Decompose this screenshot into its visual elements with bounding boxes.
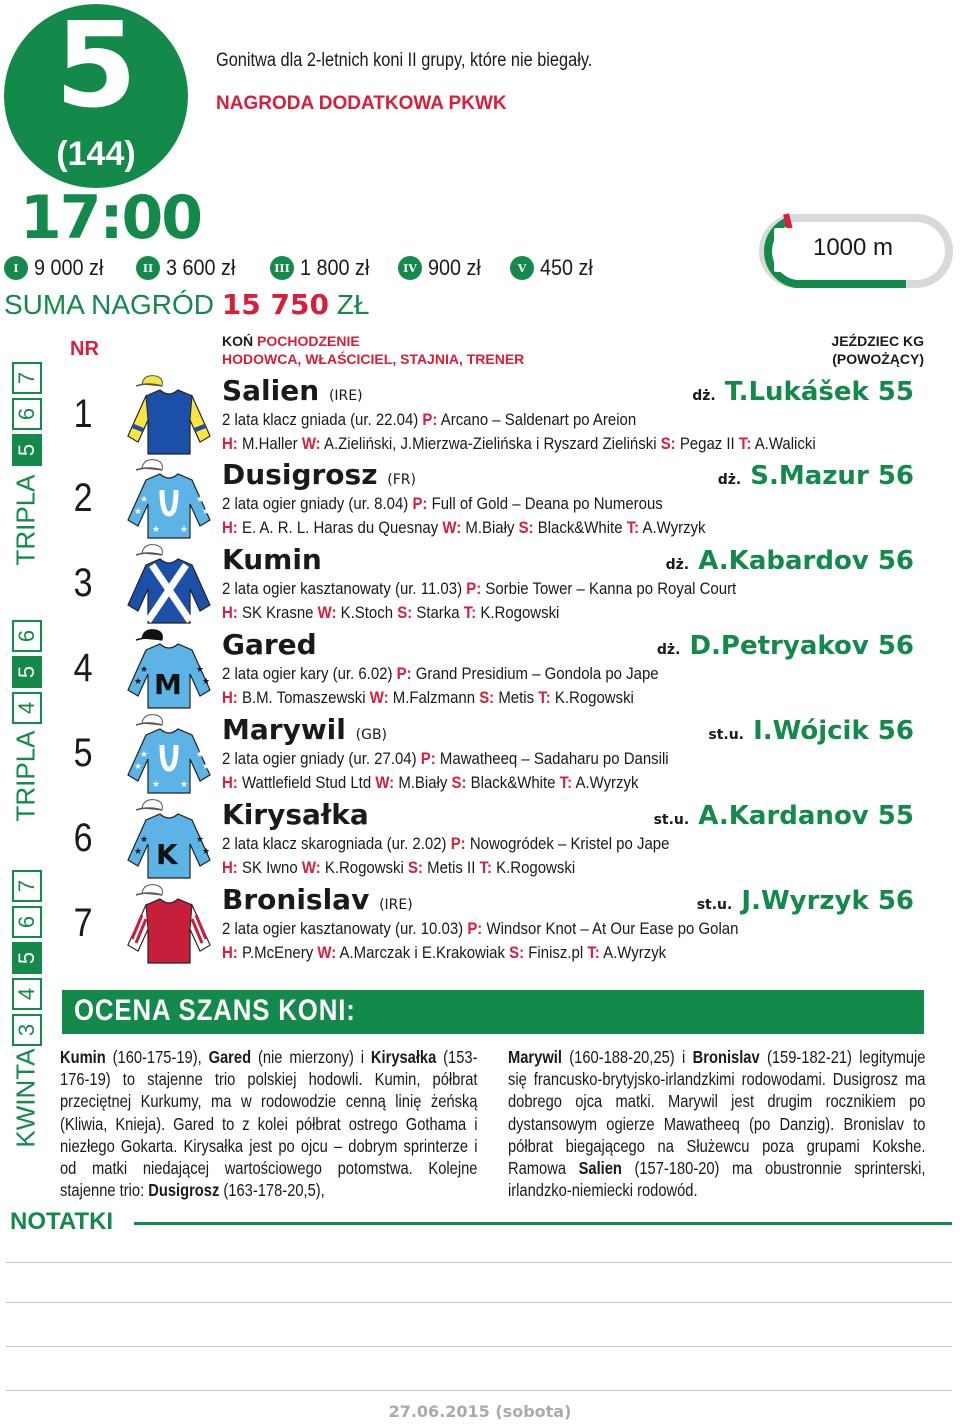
runner-row (56, 798, 930, 882)
runner-number: 2 (73, 476, 93, 520)
note-line (6, 1302, 952, 1303)
horse-country: (GB) (355, 727, 388, 743)
jockey-prefix: dż. (692, 388, 716, 404)
trainer: K.Rogowski (480, 603, 560, 622)
trainer: A.Wyrzyk (642, 518, 706, 537)
header-connections-label: HODOWCA, WŁAŚCICIEL, STAJNIA, TRENER (222, 351, 525, 367)
horse-pedigree (222, 749, 669, 769)
runner-number: 5 (73, 731, 93, 775)
breeder: Wattlefield Stud Ltd (241, 773, 372, 792)
runner-number: 3 (73, 561, 93, 605)
key-breeder: H: (222, 688, 238, 707)
header-kg-label: KG (903, 333, 924, 349)
footer-date: 27.06.2015 (sobota) (388, 1402, 572, 1421)
owner: A.Zieliński, J.Mierzwa-Zielińska i Ryszard Zieliński (324, 434, 657, 453)
pedigree-text: 2 lata ogier kary (ur. 6.02) (222, 664, 393, 683)
assessment-left (60, 1046, 478, 1201)
runner-row (56, 458, 930, 542)
sire-dam: Arcano – Saldenart po Areion (440, 410, 637, 429)
owner: M.Biały (465, 518, 515, 537)
stable: Metis II (427, 858, 476, 877)
tripla-a-label: TRIPLA (10, 474, 41, 566)
horse-name (222, 374, 363, 413)
runner-number: 1 (73, 392, 93, 436)
key-breeder: H: (222, 773, 238, 792)
svg-text:★: ★ (196, 835, 205, 845)
horse-connections (222, 434, 816, 454)
horse-country: (IRE) (379, 897, 413, 913)
jockey (718, 460, 914, 496)
key-trainer: T: (463, 603, 477, 622)
horse-name-text: Kumin (222, 543, 322, 576)
svg-text:★: ★ (140, 750, 149, 760)
svg-text:K: K (156, 838, 178, 871)
svg-text:★: ★ (196, 750, 205, 760)
key-owner: W: (301, 858, 321, 877)
jockey-silks-icon (122, 543, 216, 625)
assessment-horse-salien: Salien (578, 1158, 622, 1179)
runner-row (56, 628, 930, 712)
key-trainer: T: (559, 773, 573, 792)
kwinta-label: KWINTA (10, 1048, 41, 1148)
jockey (708, 715, 914, 751)
breeder: SK Krasne (241, 603, 314, 622)
note-line (6, 1262, 952, 1263)
jockey-silks-icon (122, 374, 216, 456)
horse-name-text: Kirysałka (222, 798, 369, 831)
jockey (657, 630, 914, 666)
owner: K.Rogowski (324, 858, 404, 877)
trainer: K.Rogowski (496, 858, 576, 877)
svg-text:★: ★ (134, 847, 143, 857)
notes-title: NOTATKI (10, 1208, 114, 1235)
race-description: Gonitwa dla 2-letnich koni II grupy, które nie biegały. (216, 50, 593, 71)
horse-name-text: Bronislav (222, 883, 370, 916)
pedigree-text: 2 lata ogier kasztanowaty (ur. 11.03) (222, 579, 463, 598)
header-driver-label: (POWOŻĄCY) (832, 351, 924, 367)
key-breeder: H: (222, 434, 238, 453)
horse-name (222, 543, 322, 582)
svg-text:★: ★ (152, 780, 161, 790)
horse-country: (IRE) (328, 388, 363, 404)
assessment-horse-marywil: Marywil (508, 1047, 562, 1067)
svg-text:★: ★ (202, 677, 211, 687)
svg-text:★: ★ (196, 495, 205, 505)
header-horse-label: KOŃ (222, 333, 254, 349)
svg-text:★: ★ (134, 507, 143, 517)
assessment-text: (nie mierzony) i (251, 1047, 371, 1067)
jockey-prefix: st.u. (696, 897, 733, 913)
assessment-text: (160-188-20,25) i (561, 1047, 693, 1067)
runner-number: 4 (73, 646, 93, 690)
prize-rank-4: IV (398, 256, 422, 280)
stable: Black&White (470, 773, 556, 792)
bet-strip (4, 326, 48, 1166)
svg-text:★: ★ (140, 495, 149, 505)
prize-2 (136, 254, 243, 282)
horse-name-text: Marywil (222, 713, 346, 746)
runner-row (56, 374, 930, 458)
pedigree-text: 2 lata ogier gniady (ur. 27.04) (222, 749, 417, 768)
trainer: A.Wyrzyk (575, 773, 639, 792)
race-distance: 1000 m (812, 234, 894, 261)
runner-number: 6 (73, 816, 93, 860)
stable: Finisz.pl (528, 943, 584, 962)
key-trainer: T: (738, 434, 752, 453)
notes-rule (134, 1222, 952, 1225)
jockey-name: D.Petryakov 56 (689, 631, 914, 661)
stable: Black&White (537, 518, 623, 537)
svg-text:★: ★ (202, 762, 211, 772)
prize-4 (398, 254, 487, 282)
key-sire: P: (466, 579, 482, 598)
jockey (666, 545, 914, 581)
breeder: P.McEnery (241, 943, 314, 962)
tripla-b-box-5: 5 (12, 656, 42, 688)
horse-name (222, 883, 413, 922)
jockey (654, 800, 914, 836)
horse-connections (222, 603, 559, 623)
column-header-horse (222, 332, 524, 368)
pedigree-text: 2 lata ogier kasztanowaty (ur. 10.03) (222, 919, 464, 938)
owner: M.Falzmann (392, 688, 476, 707)
key-sire: P: (422, 410, 438, 429)
key-stable: S: (408, 858, 423, 877)
breeder: B.M. Tomaszewski (241, 688, 366, 707)
jockey-name: A.Kardanov 55 (698, 801, 914, 831)
race-code: (144) (56, 135, 136, 173)
assessment-right (508, 1046, 926, 1201)
key-breeder: H: (222, 518, 238, 537)
sire-dam: Mawatheeq – Sadaharu po Dansili (439, 749, 669, 768)
horse-name (222, 713, 387, 752)
svg-text:★: ★ (152, 525, 161, 535)
breeder: M.Haller (241, 434, 298, 453)
key-owner: W: (369, 688, 389, 707)
key-sire: P: (450, 834, 466, 853)
note-line (6, 1346, 952, 1347)
key-trainer: T: (538, 688, 551, 707)
kwinta-box-5: 5 (12, 942, 42, 974)
pedigree-text: 2 lata ogier gniady (ur. 8.04) (222, 494, 409, 513)
key-owner: W: (442, 518, 462, 537)
horse-name (222, 628, 317, 667)
prize-rank-1: I (4, 256, 28, 280)
key-owner: W: (317, 603, 337, 622)
total-prize-label: SUMA NAGRÓD (4, 289, 215, 320)
race-time: 17:00 (20, 183, 201, 253)
assessment-horse-dusigrosz: Dusigrosz (148, 1180, 220, 1201)
column-header-nr: NR (70, 338, 99, 360)
assessment-horse-gared: Gared (208, 1047, 252, 1067)
svg-text:★: ★ (134, 762, 143, 772)
key-breeder: H: (222, 858, 238, 877)
key-stable: S: (451, 773, 467, 792)
horse-connections (222, 688, 634, 708)
jockey-silks-icon (122, 883, 216, 965)
key-sire: P: (420, 749, 436, 768)
assessment-title: OCENA SZANS KONI: (74, 994, 356, 1027)
horse-pedigree (222, 919, 738, 939)
key-stable: S: (509, 943, 525, 962)
runner-row (56, 543, 930, 627)
sire-dam: Nowogródek – Kristel po Jape (469, 834, 670, 853)
race-number: 5 (54, 0, 138, 134)
sire-dam: Sorbie Tower – Kanna po Royal Court (485, 579, 737, 598)
runner-row (56, 713, 930, 797)
kwinta-box-6: 6 (12, 906, 42, 938)
horse-pedigree (222, 410, 636, 430)
total-prize (4, 288, 369, 321)
assessment-horse-kirysalka: Kirysałka (370, 1047, 437, 1067)
jockey-name: A.Kabardov 56 (698, 546, 914, 576)
svg-text:★: ★ (202, 507, 211, 517)
total-prize-amount: 15 750 (221, 288, 329, 321)
jockey-prefix: st.u. (708, 727, 744, 743)
key-sire: P: (396, 664, 412, 683)
runner-row (56, 883, 930, 967)
prize-amount-2: 3 600 zł (166, 255, 236, 280)
tripla-a-box-7: 7 (12, 362, 42, 394)
jockey-name: I.Wójcik 56 (753, 716, 914, 746)
jockey-prefix: dż. (656, 642, 681, 658)
svg-text:★: ★ (140, 665, 149, 675)
stable: Metis (498, 688, 535, 707)
prize-1 (4, 254, 111, 282)
key-trainer: T: (479, 858, 492, 877)
horse-name-text: Dusigrosz (222, 458, 378, 491)
key-breeder: H: (222, 603, 238, 622)
stable: Pegaz II (679, 434, 735, 453)
assessment-horse-bronislav: Bronislav (692, 1047, 760, 1067)
horse-connections (222, 858, 575, 878)
tripla-b-box-4: 4 (12, 692, 42, 724)
svg-text:★: ★ (196, 665, 205, 675)
pedigree-text: 2 lata klacz gniada (ur. 22.04) (222, 410, 419, 429)
jockey-silks-icon (122, 628, 216, 710)
svg-text:★: ★ (134, 677, 143, 687)
jockey-silks-icon (122, 458, 216, 540)
tripla-a-box-5: 5 (12, 434, 42, 466)
owner: K.Stoch (340, 603, 394, 622)
owner: A.Marczak i E.Krakowiak (339, 943, 505, 962)
key-stable: S: (397, 603, 413, 622)
svg-text:★: ★ (180, 780, 189, 790)
trainer: A.Wyrzyk (603, 943, 667, 962)
horse-pedigree (222, 664, 659, 684)
svg-text:M: M (154, 668, 182, 701)
prize-amount-5: 450 zł (540, 255, 593, 280)
prize-3 (270, 254, 377, 282)
horse-name-text: Salien (222, 374, 320, 407)
horse-connections (222, 773, 638, 793)
prize-amount-4: 900 zł (428, 255, 481, 280)
horse-name-text: Gared (222, 628, 317, 661)
jockey-name: S.Mazur 56 (750, 461, 914, 491)
sire-dam: Grand Presidium – Gondola po Jape (415, 664, 659, 683)
assessment-text: (163-178-20,5), (219, 1180, 325, 1201)
assessment-text: (159-182-21) legitymuje się francusko-brytyjsko-irlandzkimi rodowodami. Dusigrosz ma dobrego ojca matki. Marywil jest drugim rocznikiem po dystansowym ogierze Mawatheeq (po Danzig). Bronislav to półbrat biegającego na Służewcu poza grupami Kokshe. Ramowa (508, 1047, 926, 1179)
race-bonus: NAGRODA DODATKOWA PKWK (216, 93, 507, 114)
assessment-horse-kumin: Kumin (60, 1047, 106, 1067)
key-stable: S: (518, 518, 534, 537)
horse-pedigree (222, 834, 669, 854)
jockey-silks-icon (122, 713, 216, 795)
tripla-a-box-6: 6 (12, 398, 42, 430)
jockey-name: J.Wyrzyk 56 (741, 886, 914, 916)
horse-country: (FR) (387, 472, 416, 488)
sire-dam: Full of Gold – Deana po Numerous (431, 494, 663, 513)
horse-name (222, 458, 416, 497)
prize-amount-1: 9 000 zł (34, 255, 104, 280)
prize-amount-3: 1 800 zł (300, 255, 370, 280)
key-owner: W: (301, 434, 321, 453)
key-sire: P: (467, 919, 483, 938)
prize-rank-2: II (136, 256, 160, 280)
key-trainer: T: (626, 518, 640, 537)
pedigree-text: 2 lata klacz skarogniada (ur. 2.02) (222, 834, 447, 853)
prize-rank-5: V (510, 256, 534, 280)
assessment-text: (153-176-19) to stajenne trio polskiej hodowli. Kumin, półbrat przeciętnej Kurkumy, ma w rodowodzie cenną linię żeńską (Kliwia, Knieja). Gared to z kolei półbrat ostrego Gothama i niezłego Gokarta. Kirysałka jest po ojcu – dobrym sprinterze i od matki niedającej wartościowego potomstwa. Kolejne stajenne trio: (60, 1047, 478, 1201)
svg-text:★: ★ (180, 525, 189, 535)
horse-pedigree (222, 579, 736, 599)
horse-name (222, 798, 369, 837)
svg-text:★: ★ (202, 847, 211, 857)
key-owner: W: (375, 773, 395, 792)
svg-text:★: ★ (140, 835, 149, 845)
runner-number: 7 (73, 901, 93, 945)
key-stable: S: (479, 688, 495, 707)
key-trainer: T: (587, 943, 600, 962)
key-owner: W: (317, 943, 337, 962)
trainer: A.Walicki (754, 434, 816, 453)
key-breeder: H: (222, 943, 238, 962)
assessment-text: (157-180-20) ma obustronnie sprinterski, irlandzko-niemiecki rodowód. (508, 1158, 926, 1201)
prize-rank-3: III (270, 256, 294, 280)
jockey-prefix: st.u. (653, 812, 690, 828)
total-prize-currency: ZŁ (336, 289, 370, 320)
note-line (6, 1390, 952, 1391)
kwinta-box-4: 4 (12, 978, 42, 1010)
sire-dam: Windsor Knot – At Our Ease po Golan (486, 919, 739, 938)
prize-5 (510, 254, 599, 282)
jockey-prefix: dż. (717, 472, 742, 488)
jockey-silks-icon (122, 798, 216, 880)
owner: M.Biały (398, 773, 448, 792)
assessment-text: (160-175-19), (105, 1047, 209, 1067)
horse-connections (222, 518, 706, 538)
key-sire: P: (412, 494, 428, 513)
breeder: SK Iwno (241, 858, 298, 877)
jockey (697, 885, 914, 921)
tripla-b-label: TRIPLA (10, 730, 41, 822)
stable: Starka (416, 603, 460, 622)
breeder: E. A. R. L. Haras du Quesnay (241, 518, 439, 537)
header-origin-label: POCHODZENIE (257, 333, 360, 349)
column-header-jockey (831, 332, 924, 368)
kwinta-box-7: 7 (12, 870, 42, 902)
horse-connections (222, 943, 666, 963)
jockey-name: T.Lukášek 55 (724, 377, 914, 407)
jockey-prefix: dż. (665, 557, 690, 573)
kwinta-box-3: 3 (12, 1014, 42, 1046)
tripla-b-box-6: 6 (12, 620, 42, 652)
key-stable: S: (660, 434, 676, 453)
trainer: K.Rogowski (554, 688, 634, 707)
header-jockey-label: JEŹDZIEC (831, 333, 900, 349)
horse-pedigree (222, 494, 663, 514)
start-marker (786, 214, 790, 230)
jockey (692, 376, 914, 412)
